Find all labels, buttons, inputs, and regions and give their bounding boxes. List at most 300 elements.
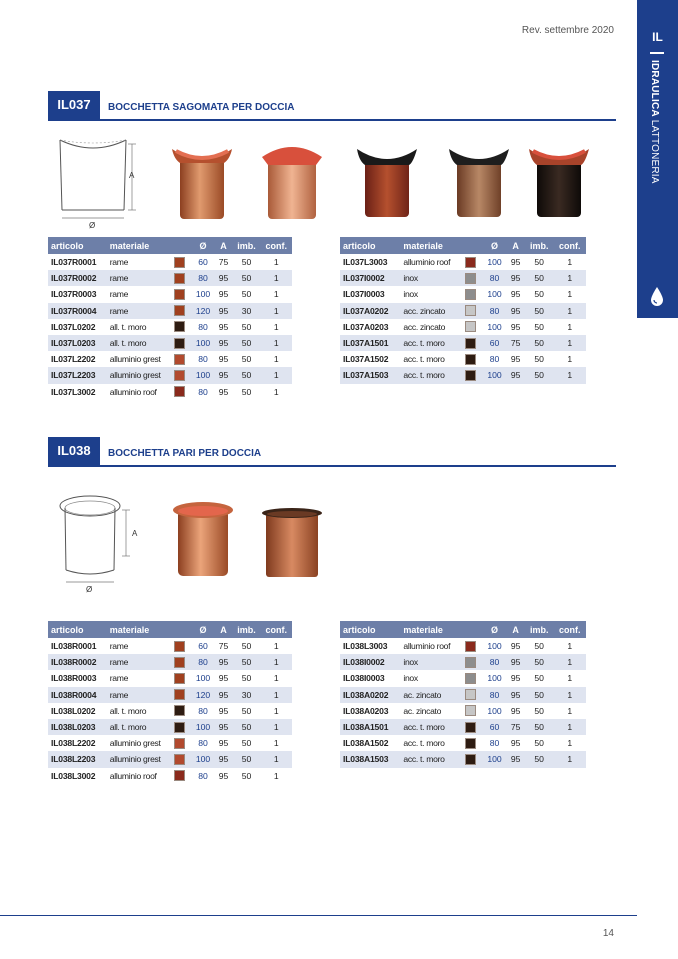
table-row: [340, 319, 586, 335]
color-swatch-chip: [465, 738, 476, 749]
pack-conf-value: 1: [273, 738, 279, 749]
col-swatch: [463, 237, 483, 254]
height-a-value: 75: [506, 719, 524, 735]
diameter-value: 80: [198, 770, 208, 781]
material-name: rame: [109, 673, 129, 684]
pack-imb-value: 50: [525, 751, 554, 767]
pack-conf-value: 1: [261, 367, 293, 383]
pack-conf-value: 1: [273, 673, 279, 684]
color-swatch: [172, 335, 191, 351]
diameter-value: 80: [483, 687, 507, 703]
table-row: [340, 286, 586, 302]
material-name: inox: [403, 289, 418, 300]
pack-imb-value: 50: [232, 719, 260, 735]
pack-conf-value: 1: [567, 673, 573, 684]
material-name: all. t. moro: [109, 321, 147, 332]
color-swatch-chip: [465, 354, 476, 365]
pack-imb-value: 50: [232, 367, 260, 383]
table-row: [340, 654, 586, 670]
side-category-tab[interactable]: [637, 0, 678, 318]
diameter-value: 80: [198, 386, 208, 397]
color-swatch-chip: [465, 338, 476, 349]
pack-imb-value: 50: [534, 354, 544, 365]
table-row: [340, 351, 586, 367]
pack-imb-value: 50: [232, 270, 260, 286]
color-swatch: [463, 335, 483, 351]
material-name: rame: [109, 257, 129, 268]
diameter-value: 100: [487, 289, 502, 300]
diameter-value: 80: [191, 654, 214, 670]
color-swatch: [172, 319, 191, 335]
color-swatch-chip: [174, 705, 185, 716]
color-swatch: [463, 319, 483, 335]
article-code: IL038R0002: [48, 654, 107, 670]
height-a-value: 75: [506, 335, 524, 351]
height-a-value: 95: [215, 751, 233, 767]
height-a-value: 95: [506, 367, 524, 383]
color-swatch: [463, 670, 483, 686]
material-name: acc. zincato: [403, 321, 446, 332]
table-row: [340, 638, 586, 654]
section-code: IL038: [48, 437, 100, 465]
material-name: all. t. moro: [109, 705, 147, 716]
color-swatch-chip: [465, 673, 476, 684]
pack-conf-value: 1: [273, 257, 279, 268]
pack-conf-value: 1: [261, 303, 293, 319]
height-a-value: 75: [218, 257, 229, 268]
pack-conf-value: 1: [273, 386, 279, 397]
color-swatch-chip: [174, 722, 185, 733]
pack-imb-value: 50: [525, 335, 554, 351]
material-name: acc. t. moro: [400, 719, 462, 735]
dim-label-a: A: [132, 529, 138, 538]
article-code: IL037R0004: [48, 303, 107, 319]
pack-imb-value: 50: [525, 303, 554, 319]
article-code: IL038R0001: [51, 641, 97, 652]
color-swatch-chip: [174, 386, 185, 397]
product-photo-brown-shaped: [527, 145, 592, 220]
table-row: [48, 703, 292, 719]
article-code: IL037L2203: [48, 367, 107, 383]
pack-imb-value: 50: [534, 641, 544, 652]
color-swatch: [172, 768, 191, 784]
color-swatch-chip: [174, 641, 185, 652]
table-row: [48, 735, 292, 751]
height-a-value: 95: [510, 257, 521, 268]
col-swatch: [172, 621, 191, 638]
article-code: IL037A0203: [343, 321, 389, 332]
table-row: [48, 351, 292, 367]
pack-conf-value: 1: [567, 705, 573, 716]
article-code: IL038L0202: [51, 705, 96, 716]
material-name: acc. t. moro: [400, 335, 462, 351]
dim-label-diameter: Ø: [86, 585, 93, 594]
pack-conf-value: 1: [554, 719, 586, 735]
col-articolo: articolo: [48, 237, 107, 254]
color-swatch-chip: [174, 289, 185, 300]
height-a-value: 95: [506, 687, 524, 703]
color-swatch: [463, 254, 483, 270]
height-a-value: 95: [215, 687, 233, 703]
pack-imb-value: 50: [241, 321, 252, 332]
height-a-value: 95: [218, 386, 229, 397]
article-code: IL037I0002: [340, 270, 400, 286]
height-a-value: 95: [218, 289, 229, 300]
color-swatch-chip: [465, 722, 476, 733]
water-drop-icon: [649, 286, 665, 308]
color-swatch-chip: [465, 289, 476, 300]
color-swatch-chip: [465, 257, 476, 268]
height-a-value: 95: [510, 673, 521, 684]
article-code: IL038I0003: [343, 673, 385, 684]
table-row: [48, 335, 292, 351]
pack-conf-value: 1: [567, 738, 573, 749]
material-name: alluminio grest: [107, 367, 172, 383]
color-swatch: [172, 670, 191, 686]
table-row: [340, 751, 586, 767]
color-swatch: [172, 367, 191, 383]
col-conf: conf.: [261, 621, 293, 638]
col-imb: imb.: [525, 621, 554, 638]
col-swatch: [463, 621, 483, 638]
color-swatch: [172, 254, 191, 270]
color-swatch: [172, 687, 191, 703]
diameter-value: 100: [487, 321, 502, 332]
color-swatch: [172, 703, 191, 719]
table-row: [48, 319, 292, 335]
pack-imb-value: 50: [534, 257, 544, 268]
color-swatch: [463, 303, 483, 319]
dim-label-diameter: Ø: [89, 221, 96, 230]
diameter-value: 100: [195, 289, 211, 300]
diameter-value: 100: [191, 751, 214, 767]
material-name: acc. zincato: [400, 303, 462, 319]
color-swatch: [172, 638, 191, 654]
pack-imb-value: 50: [525, 654, 554, 670]
color-swatch-chip: [465, 641, 476, 652]
pack-conf-value: 1: [567, 641, 573, 652]
material-name: alluminio roof: [109, 770, 157, 781]
height-a-value: 95: [218, 354, 229, 365]
height-a-value: 95: [215, 303, 233, 319]
height-a-value: 95: [510, 289, 521, 300]
color-swatch-chip: [174, 273, 185, 284]
table-row: [48, 719, 292, 735]
col-conf: conf.: [261, 237, 293, 254]
material-name: ac. zincato: [400, 687, 462, 703]
table-row: [48, 254, 292, 270]
pack-imb-value: 50: [534, 738, 544, 749]
article-code: IL038L0203: [48, 719, 107, 735]
pack-conf-value: 1: [554, 270, 586, 286]
pack-conf-value: 1: [567, 321, 573, 332]
article-code: IL037R0001: [51, 257, 97, 268]
diameter-value: 100: [483, 751, 507, 767]
diameter-value: 100: [483, 367, 507, 383]
table-row: [340, 303, 586, 319]
diameter-value: 60: [198, 257, 208, 268]
table-row: [340, 270, 586, 286]
color-swatch: [172, 270, 191, 286]
color-swatch-chip: [174, 321, 185, 332]
table-row: [340, 735, 586, 751]
color-swatch-chip: [465, 657, 476, 668]
color-swatch: [172, 351, 191, 367]
pack-imb-value: 50: [232, 654, 260, 670]
material-name: inox: [403, 673, 418, 684]
pack-conf-value: 1: [273, 705, 279, 716]
pack-imb-value: 50: [534, 705, 544, 716]
pack-conf-value: 1: [261, 270, 293, 286]
material-name: alluminio grest: [109, 738, 161, 749]
col-imb: imb.: [232, 237, 260, 254]
color-swatch: [172, 303, 191, 319]
col-articolo: articolo: [340, 237, 400, 254]
diameter-value: 80: [489, 354, 500, 365]
material-name: alluminio roof: [403, 257, 451, 268]
pack-imb-value: 30: [232, 303, 260, 319]
col-a: A: [506, 621, 524, 638]
col-articolo: articolo: [48, 621, 107, 638]
product-photo-copper-shaped-2: [262, 143, 324, 223]
color-swatch: [463, 687, 483, 703]
article-code: IL037A1501: [340, 335, 400, 351]
spec-table-il038-right: [340, 621, 586, 768]
table-row: [48, 367, 292, 383]
pack-imb-value: 50: [241, 289, 252, 300]
product-photo-copper-straight-2: [260, 505, 324, 580]
color-swatch-chip: [174, 354, 185, 365]
section-header-il038: [48, 437, 616, 467]
height-a-value: 95: [510, 705, 521, 716]
col-materiale: materiale: [400, 237, 462, 254]
col-diameter: Ø: [191, 621, 214, 638]
pack-conf-value: 1: [567, 289, 573, 300]
article-code: IL038L3002: [51, 770, 96, 781]
col-imb: imb.: [232, 621, 260, 638]
diameter-value: 100: [487, 705, 502, 716]
diameter-value: 100: [487, 673, 502, 684]
diameter-value: 60: [483, 335, 507, 351]
pack-conf-value: 1: [554, 335, 586, 351]
material-name: acc. t. moro: [400, 367, 462, 383]
article-code: IL038A1502: [343, 738, 389, 749]
height-a-value: 95: [506, 303, 524, 319]
material-name: acc. t. moro: [403, 354, 445, 365]
category-title: [649, 60, 660, 184]
height-a-value: 95: [218, 770, 229, 781]
col-materiale: materiale: [107, 237, 172, 254]
color-swatch: [172, 719, 191, 735]
color-swatch-chip: [174, 305, 185, 316]
article-code: IL038R0004: [48, 687, 107, 703]
height-a-value: 95: [218, 673, 229, 684]
article-code: IL037L3003: [343, 257, 388, 268]
pack-imb-value: 50: [525, 719, 554, 735]
height-a-value: 95: [218, 321, 229, 332]
diameter-value: 100: [191, 335, 214, 351]
col-materiale: materiale: [107, 621, 172, 638]
color-swatch: [463, 751, 483, 767]
article-code: IL037A1503: [340, 367, 400, 383]
diameter-value: 80: [198, 705, 208, 716]
color-swatch: [463, 351, 483, 367]
table-row: [340, 254, 586, 270]
col-imb: imb.: [525, 237, 554, 254]
article-code: IL037L2202: [51, 354, 96, 365]
height-a-value: 95: [506, 270, 524, 286]
color-swatch-chip: [174, 754, 185, 765]
diameter-value: 100: [487, 257, 502, 268]
diameter-value: 80: [198, 738, 208, 749]
color-swatch-chip: [465, 754, 476, 765]
article-code: IL038A0203: [343, 705, 389, 716]
color-swatch: [172, 735, 191, 751]
pack-imb-value: 50: [241, 257, 252, 268]
diameter-value: 100: [487, 641, 502, 652]
color-swatch: [463, 735, 483, 751]
height-a-value: 95: [510, 641, 521, 652]
height-a-value: 95: [215, 367, 233, 383]
color-swatch: [463, 638, 483, 654]
pack-imb-value: 50: [232, 335, 260, 351]
material-name: alluminio roof: [109, 386, 157, 397]
diameter-value: 100: [195, 673, 211, 684]
footer-divider: [0, 915, 637, 916]
revision-label: Rev. settembre 2020: [521, 25, 614, 36]
product-photo-grest-shaped: [447, 145, 512, 220]
material-name: inox: [400, 270, 462, 286]
article-code: IL037A0202: [340, 303, 400, 319]
diameter-value: 80: [483, 303, 507, 319]
article-code: IL038R0003: [51, 673, 97, 684]
category-divider: [650, 52, 664, 54]
color-swatch: [463, 367, 483, 383]
pack-imb-value: 50: [232, 751, 260, 767]
material-name: ac. zincato: [403, 705, 442, 716]
pack-conf-value: 1: [554, 303, 586, 319]
color-swatch-chip: [174, 689, 185, 700]
col-diameter: Ø: [483, 621, 507, 638]
color-swatch-chip: [174, 657, 185, 668]
spec-table-il037-left: [48, 237, 292, 400]
col-diameter: Ø: [483, 237, 507, 254]
height-a-value: 95: [215, 270, 233, 286]
pack-conf-value: 1: [554, 654, 586, 670]
pack-imb-value: 50: [534, 673, 544, 684]
category-code: IL: [652, 30, 663, 44]
table-row: [48, 654, 292, 670]
material-name: alluminio grest: [109, 354, 161, 365]
table-row: [340, 687, 586, 703]
diameter-value: 80: [198, 354, 208, 365]
diameter-value: 80: [483, 270, 507, 286]
pack-imb-value: 50: [534, 321, 544, 332]
color-swatch: [172, 286, 191, 302]
material-name: alluminio grest: [107, 751, 172, 767]
table-row: [48, 286, 292, 302]
color-swatch: [463, 654, 483, 670]
table-row: [48, 670, 292, 686]
pack-imb-value: 50: [241, 673, 252, 684]
col-diameter: Ø: [191, 237, 214, 254]
col-a: A: [506, 237, 524, 254]
article-code: IL037L0202: [51, 321, 96, 332]
pack-conf-value: 1: [273, 321, 279, 332]
pack-imb-value: 50: [241, 354, 252, 365]
pack-conf-value: 1: [554, 367, 586, 383]
height-a-value: 95: [506, 751, 524, 767]
table-row: [48, 384, 292, 400]
table-row: [340, 719, 586, 735]
color-swatch-chip: [174, 738, 185, 749]
material-name: inox: [400, 654, 462, 670]
table-row: [340, 335, 586, 351]
material-name: rame: [107, 687, 172, 703]
col-a: A: [215, 621, 233, 638]
spec-table-il037-right: [340, 237, 586, 384]
diameter-value: 100: [191, 367, 214, 383]
section-header-il037: [48, 91, 616, 121]
pack-imb-value: 50: [241, 705, 252, 716]
height-a-value: 95: [510, 738, 521, 749]
color-swatch: [463, 703, 483, 719]
diameter-value: 80: [489, 738, 500, 749]
table-row: [48, 270, 292, 286]
color-swatch-chip: [174, 370, 185, 381]
article-code: IL037L0203: [48, 335, 107, 351]
pack-conf-value: 1: [261, 687, 293, 703]
diameter-value: 60: [483, 719, 507, 735]
section-code: IL037: [48, 91, 100, 119]
color-swatch: [172, 384, 191, 400]
section-title: BOCCHETTA SAGOMATA PER DOCCIA: [108, 102, 295, 113]
pack-imb-value: 50: [525, 270, 554, 286]
pack-imb-value: 50: [241, 738, 252, 749]
diameter-value: 120: [191, 687, 214, 703]
article-code: IL038A1503: [340, 751, 400, 767]
article-code: IL038A0202: [340, 687, 400, 703]
section-title: BOCCHETTA PARI PER DOCCIA: [108, 448, 262, 459]
diameter-value: 100: [191, 719, 214, 735]
height-a-value: 95: [510, 321, 521, 332]
article-code: IL038L2203: [48, 751, 107, 767]
article-code: IL037R0002: [48, 270, 107, 286]
article-code: IL038I0002: [340, 654, 400, 670]
color-swatch-chip: [174, 770, 185, 781]
pack-imb-value: 50: [241, 386, 252, 397]
table-row: [48, 687, 292, 703]
height-a-value: 95: [215, 654, 233, 670]
material-name: acc. t. moro: [400, 751, 462, 767]
diameter-value: 80: [483, 654, 507, 670]
diameter-value: 60: [198, 641, 208, 652]
col-articolo: articolo: [340, 621, 400, 638]
category-title-light: LATTONERIA: [649, 119, 660, 184]
pack-conf-value: 1: [261, 719, 293, 735]
diameter-value: 120: [191, 303, 214, 319]
material-name: rame: [107, 270, 172, 286]
material-name: all. t. moro: [107, 719, 172, 735]
color-swatch-chip: [465, 370, 476, 381]
material-name: rame: [107, 303, 172, 319]
table-row: [340, 367, 586, 383]
article-code: IL037L3002: [51, 386, 96, 397]
pack-imb-value: 30: [232, 687, 260, 703]
material-name: rame: [107, 654, 172, 670]
color-swatch-chip: [465, 321, 476, 332]
color-swatch-chip: [174, 338, 185, 349]
